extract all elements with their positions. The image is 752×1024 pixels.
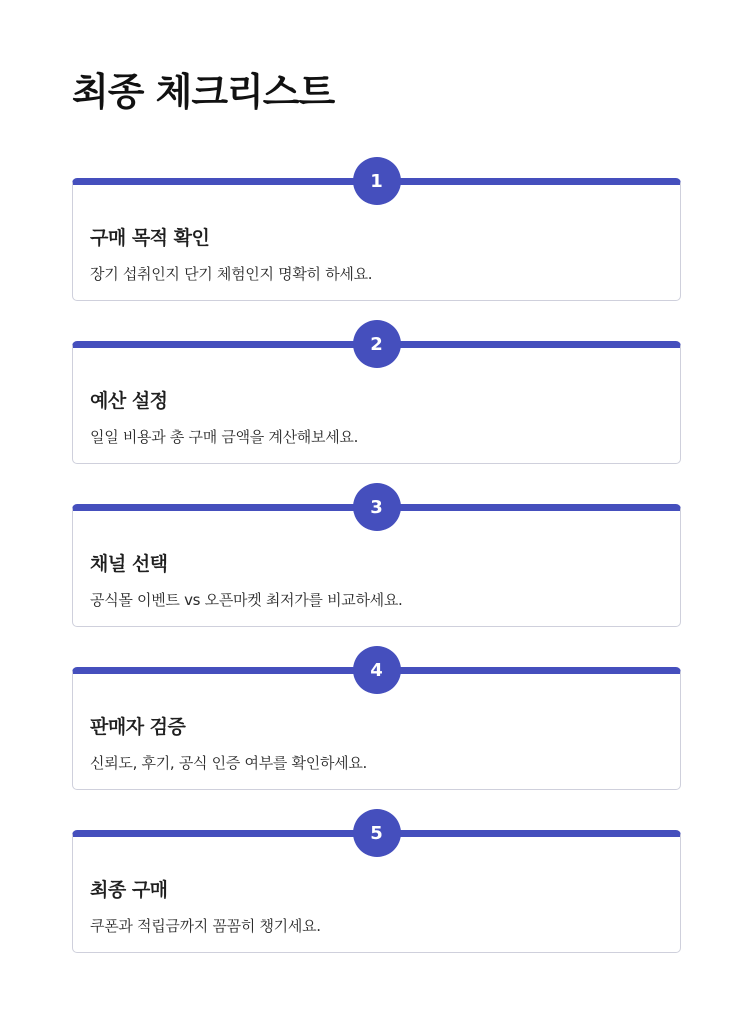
step-number-badge: 2 <box>353 320 401 368</box>
page-title: 최종 체크리스트 <box>72 70 335 114</box>
step-title: 최종 구매 <box>90 879 168 901</box>
step-title: 채널 선택 <box>90 553 168 575</box>
step-title: 예산 설정 <box>90 390 168 412</box>
step-card-4 <box>72 659 681 790</box>
step-card-5 <box>72 822 681 953</box>
step-number-badge: 5 <box>353 809 401 857</box>
step-number-badge: 3 <box>353 483 401 531</box>
step-description: 공식몰 이벤트 vs 오픈마켓 최저가를 비교하세요. <box>90 591 403 609</box>
step-number-badge: 1 <box>353 157 401 205</box>
step-card-2 <box>72 333 681 464</box>
step-card-3 <box>72 496 681 627</box>
step-description: 쿠폰과 적립금까지 꼼꼼히 챙기세요. <box>90 917 321 935</box>
step-card-1 <box>72 170 681 301</box>
step-description: 장기 섭취인지 단기 체험인지 명확히 하세요. <box>90 265 373 283</box>
step-description: 일일 비용과 총 구매 금액을 계산해보세요. <box>90 428 359 446</box>
step-description: 신뢰도, 후기, 공식 인증 여부를 확인하세요. <box>90 754 367 772</box>
step-title: 판매자 검증 <box>90 716 186 738</box>
step-title: 구매 목적 확인 <box>90 227 210 249</box>
checklist <box>72 170 681 993</box>
step-number-badge: 4 <box>353 646 401 694</box>
